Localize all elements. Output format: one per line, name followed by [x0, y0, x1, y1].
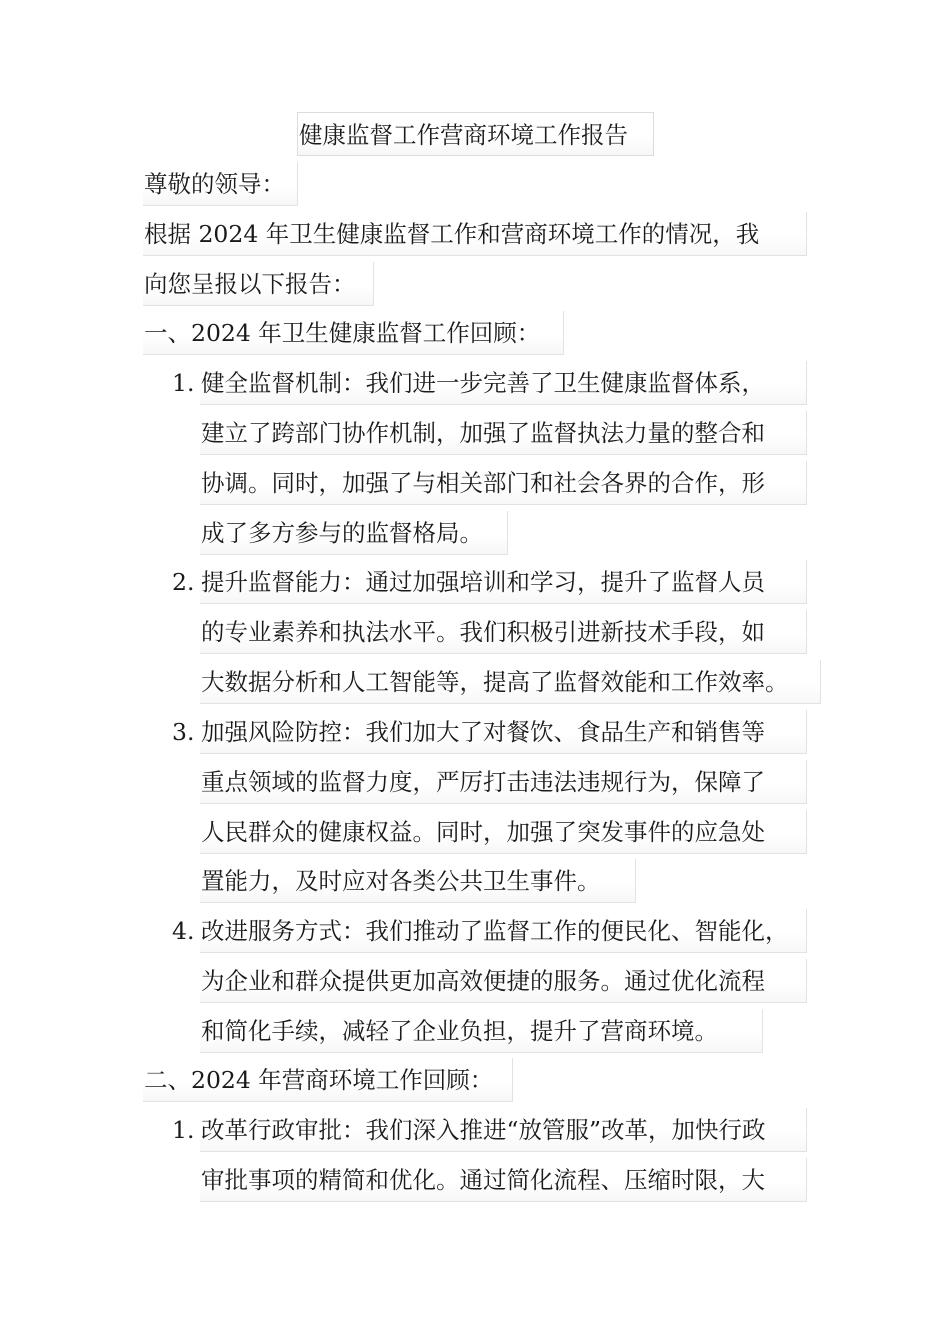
- list-item-line: 重点领域的监督力度，严厉打击违法违规行为，保障了: [200, 760, 807, 804]
- list-item-line: 改进服务方式：我们推动了监督工作的便民化、智能化，: [200, 909, 807, 953]
- list-item-number: 3.: [172, 718, 195, 746]
- list-item-line: 成了多方参与的监督格局。: [200, 511, 508, 555]
- list-item-line: 和简化手续，减轻了企业负担，提升了营商环境。: [200, 1009, 763, 1053]
- list-item-number: 1.: [172, 369, 195, 397]
- list-item-line: 的专业素养和执法水平。我们积极引进新技术手段，如: [200, 610, 807, 654]
- list-item-line: 加强风险防控：我们加大了对餐饮、食品生产和销售等: [200, 710, 807, 754]
- list-item-line: 置能力，及时应对各类公共卫生事件。: [200, 859, 636, 903]
- list-item-line: 健全监督机制：我们进一步完善了卫生健康监督体系，: [200, 361, 807, 405]
- list-item-line: 为企业和群众提供更加高效便捷的服务。通过优化流程: [200, 959, 807, 1003]
- list-item-number: 1.: [172, 1116, 195, 1144]
- list-item-line: 提升监督能力：通过加强培训和学习，提升了监督人员: [200, 560, 807, 604]
- list-item-line: 人民群众的健康权益。同时，加强了突发事件的应急处: [200, 810, 807, 854]
- intro-line-1: 根据 2024 年卫生健康监督工作和营商环境工作的情况，我: [143, 212, 807, 256]
- document-title: 健康监督工作营商环境工作报告: [297, 112, 654, 156]
- list-item-line: 审批事项的精简和优化。通过简化流程、压缩时限，大: [200, 1158, 807, 1202]
- list-item-line: 大数据分析和人工智能等，提高了监督效能和工作效率。: [200, 660, 821, 704]
- list-item-line: 协调。同时，加强了与相关部门和社会各界的合作，形: [200, 461, 807, 505]
- intro-line-2: 向您呈报以下报告：: [143, 262, 374, 306]
- salutation: 尊敬的领导：: [143, 162, 298, 206]
- list-item-line: 改革行政审批：我们深入推进“放管服”改革，加快行政: [200, 1108, 807, 1152]
- list-item-number: 4.: [172, 917, 195, 945]
- list-item-line: 建立了跨部门协作机制，加强了监督执法力量的整合和: [200, 411, 807, 455]
- section-2-heading: 二、2024 年营商环境工作回顾：: [143, 1058, 513, 1102]
- list-item-number: 2.: [172, 568, 195, 596]
- section-1-heading: 一、2024 年卫生健康监督工作回顾：: [143, 311, 564, 355]
